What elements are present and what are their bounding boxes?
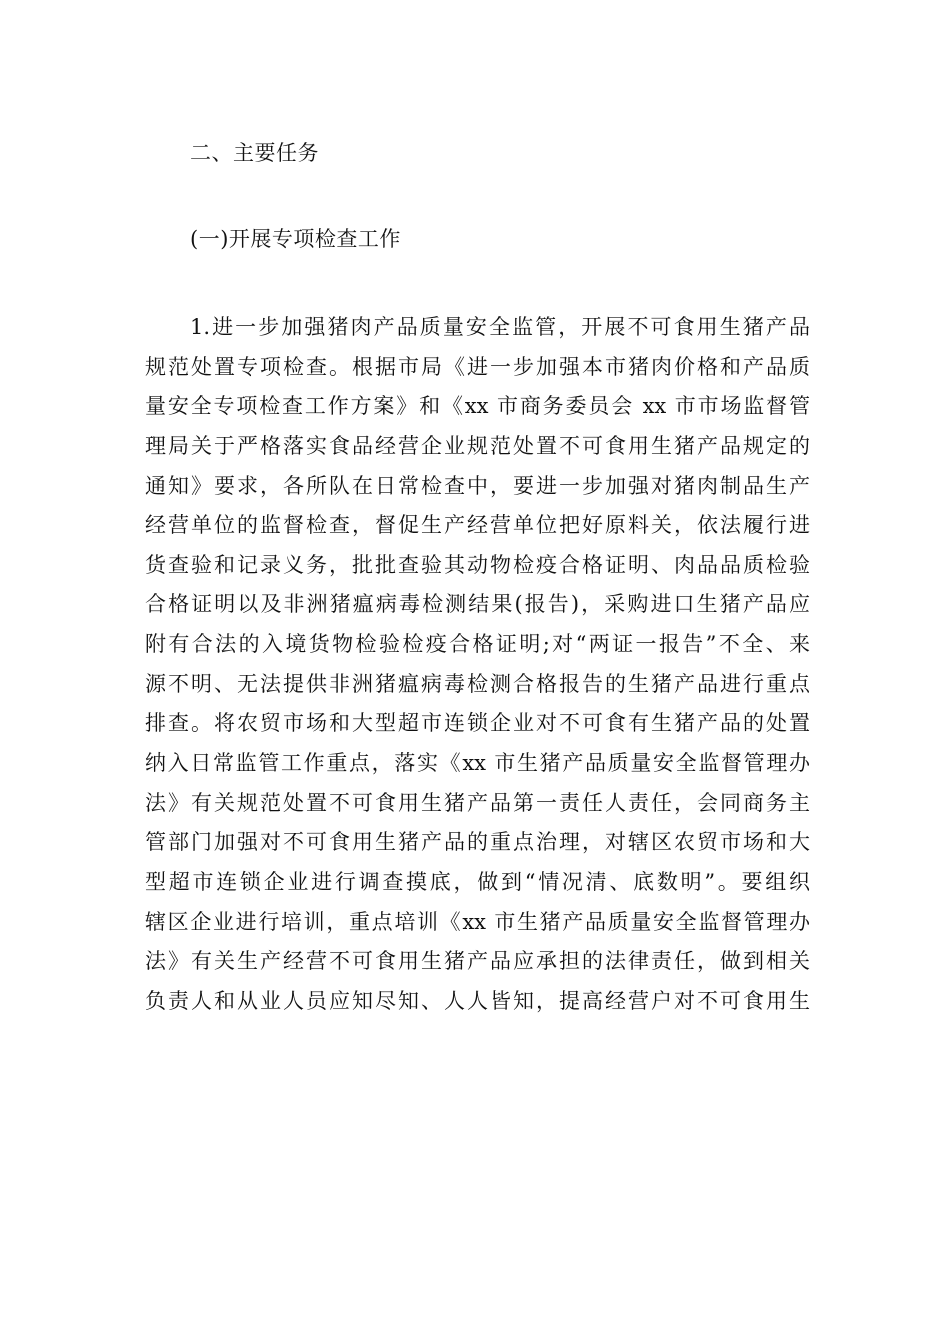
- paragraph-line: 量安全专项检查工作方案》和《xx 市商务委员会 xx 市市场监督管: [145, 394, 810, 419]
- paragraph-line: 合格证明以及非洲猪瘟病毒检测结果(报告)，采购进口生猪产品应: [145, 592, 810, 617]
- paragraph-line: 管部门加强对不可食用生猪产品的重点治理，对辖区农贸市场和大: [145, 830, 810, 855]
- section-heading: 二、主要任务: [190, 141, 319, 165]
- paragraph-line: 1.进一步加强猪肉产品质量安全监管，开展不可食用生猪产品: [190, 315, 810, 339]
- paragraph-line: 理局关于严格落实食品经营企业规范处置不可食用生猪产品规定的: [145, 433, 810, 458]
- paragraph-line: 纳入日常监管工作重点，落实《xx 市生猪产品质量安全监督管理办: [145, 751, 810, 776]
- paragraph-line: 货查验和记录义务，批批查验其动物检疫合格证明、肉品品质检验: [145, 552, 810, 577]
- paragraph-line: 附有合法的入境货物检验检疫合格证明;对“两证一报告”不全、来: [145, 632, 810, 657]
- paragraph-line: 通知》要求，各所队在日常检查中，要进一步加强对猪肉制品生产: [145, 473, 810, 498]
- paragraph-line: 法》有关生产经营不可食用生猪产品应承担的法律责任，做到相关: [145, 949, 810, 974]
- paragraph-line: 负责人和从业人员应知尽知、人人皆知，提高经营户对不可食用生: [145, 988, 810, 1013]
- paragraph-line: 型超市连锁企业进行调查摸底，做到“情况清、底数明”。要组织: [145, 869, 810, 894]
- body-paragraph: [145, 308, 810, 1022]
- paragraph-line: 辖区企业进行培训，重点培训《xx 市生猪产品质量安全监督管理办: [145, 909, 810, 934]
- paragraph-line: 法》有关规范处置不可食用生猪产品第一责任人责任，会同商务主: [145, 790, 810, 815]
- paragraph-line: 排查。将农贸市场和大型超市连锁企业对不可食有生猪产品的处置: [145, 711, 810, 736]
- paragraph-line: 经营单位的监督检查，督促生产经营单位把好原料关，依法履行进: [145, 513, 810, 538]
- paragraph-line: 规范处置专项检查。根据市局《进一步加强本市猪肉价格和产品质: [145, 354, 810, 379]
- subsection-heading: (一)开展专项检查工作: [190, 227, 401, 251]
- paragraph-line: 源不明、无法提供非洲猪瘟病毒检测合格报告的生猪产品进行重点: [145, 671, 810, 696]
